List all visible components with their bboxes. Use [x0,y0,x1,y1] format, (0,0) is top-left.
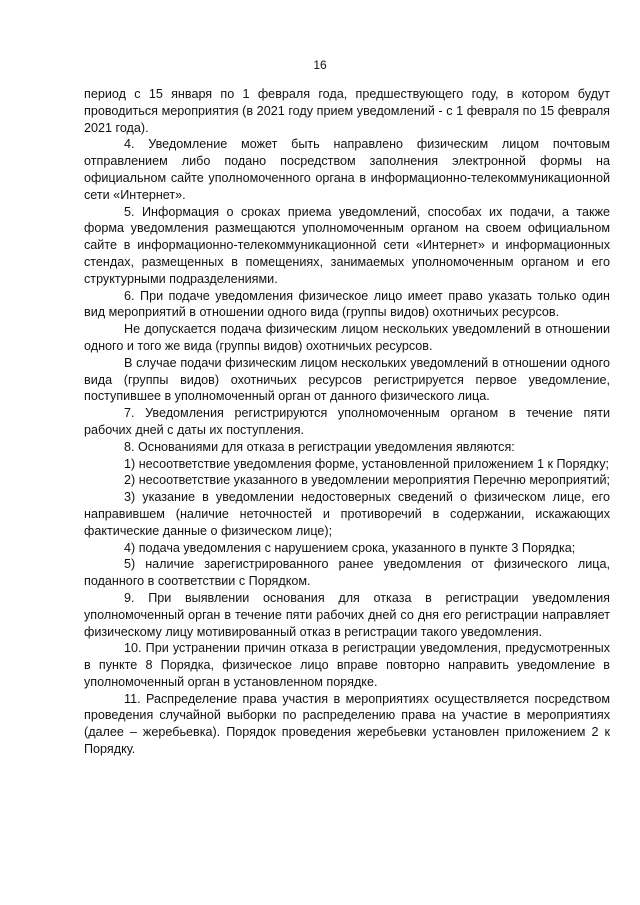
list-item-8-4: 4) подача уведомления с нарушением срока, указанного в пункте 3 Порядка; [124,540,576,555]
list-item-8-2: 2) несоответствие указанного в уведомлении мероприятия Перечню мероприятий; [124,473,611,488]
document-body [84,86,610,758]
paragraph-item-11: 11. Распределение права участия в мероприятиях осуществляется посредством проведения случайной выборки по распределению права на участие в мероприятиях (далее – жеребьевка). Порядок проведения жеребьевки установлен приложением 2 к Порядку. [84,691,610,757]
paragraph-item-4: 4. Уведомление может быть направлено физическим лицом почтовым отправлением либо подано посредством заполнения электронной формы на официальном сайте уполномоченного органа в информационно-телекоммуникационной сети «Интернет». [84,137,610,202]
list-item-8-3: 3) указание в уведомлении недостоверных сведений о физическом лице, его направившем (наличие неточностей и противоречий в содержании, искажающих фактические данные о физическом лице); [84,490,610,538]
paragraph-item-7: 7. Уведомления регистрируются уполномоченным органом в течение пяти рабочих дней с даты их поступления. [84,406,610,437]
paragraph-item-8: 8. Основаниями для отказа в регистрации уведомления являются: [124,439,515,454]
paragraph-item-6: 6. При подаче уведомления физическое лицо имеет право указать только один вид мероприятий в отношении одного вида (группы видов) охотничьих ресурсов. [84,288,610,320]
paragraph-first-notice-rule: В случае подачи физическим лицом нескольких уведомлений в отношении одного вида (группы видов) охотничьих ресурсов регистрируется первое уведомление, поступившее в уполномоченный орган от данного физического лица. [84,355,610,404]
list-item-8-5: 5) наличие зарегистрированного ранее уведомления от физического лица, поданного в соответствии с Порядком. [84,557,610,589]
paragraph-item-10: 10. При устранении причин отказа в регистрации уведомления, предусмотренных в пункте 8 Порядка, физическое лицо вправе повторно направить уведомление в уполномоченный орган в установленном порядке. [84,641,610,689]
paragraph-item-9: 9. При выявлении основания для отказа в регистрации уведомления уполномоченный орган в течение пяти рабочих дней со дня его регистрации направляет физическому лицу мотивированный отказ в регистрации такого уведомления. [84,590,610,639]
paragraph-multiple-notices-ban: Не допускается подача физическим лицом нескольких уведомлений в отношении одного и того же вида (группы видов) охотничьих ресурсов. [84,322,610,353]
page-number: 16 [313,58,327,72]
list-item-8-1: 1) несоответствие уведомления форме, установленной приложением 1 к Порядку; [124,456,609,471]
paragraph-continuation: период с 15 января по 1 февраля года, предшествующего году, в котором будут проводиться мероприятия (в 2021 году прием уведомлений - с 1 февраля по 15 февраля 2021 года). [84,87,610,135]
paragraph-item-5: 5. Информация о сроках приема уведомлений, способах их подачи, а также форма уведомления размещаются уполномоченным органом на своем официальном сайте в информационно-телекоммуникационной сети «Интернет» и информационных стендах, размещенных в помещениях, занимаемых уполномоченным органом и его структурными подразделениями. [84,204,610,286]
